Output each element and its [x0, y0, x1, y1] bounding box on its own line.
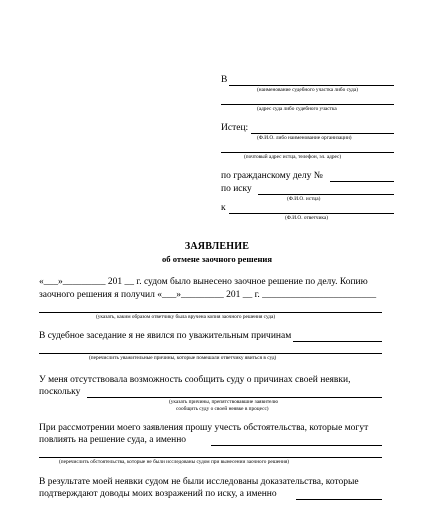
p3-caption-line2: сообщить суду о своей неявке в процесс): [176, 406, 269, 412]
p3-line1: У меня отсутствовала возможность сообщить суду о причинах своей неявки,: [39, 375, 351, 385]
suit-caption: (Ф.И.О. истца): [287, 196, 321, 202]
court-name-line: [229, 85, 394, 86]
p2-fill-line: [39, 353, 382, 354]
document-subtitle: об отмене заочного решения: [162, 254, 272, 264]
p3-line2: поскольку: [39, 387, 81, 397]
defendant-line: [229, 213, 394, 214]
defendant-caption: (Ф.И.О. ответчика): [285, 215, 329, 221]
p3-caption-line1: (указать причины, препятствовавшие заявителю: [169, 399, 279, 405]
plaintiff-address-line: [221, 152, 394, 153]
p1-line2: заочного решения я получил «___»_________ 201 __ г. ________________________: [39, 290, 377, 300]
defendant-prefix: к: [221, 203, 226, 213]
case-number-label: по гражданскому делу №: [221, 171, 323, 181]
p4-caption: (перечислить обстоятельства, которые не были исследованы судом при вынесении заочного решения): [59, 459, 290, 465]
p4-line2: повлиять на решение суда, а именно: [39, 435, 187, 445]
plaintiff-address-caption: (почтовый адрес истца, телефон, эл. адрес): [244, 154, 342, 160]
p4-inline-line: [211, 445, 382, 446]
court-address-caption: (адрес суда либо судебного участка: [257, 106, 337, 112]
p1-caption: (указать, каким образом ответчику была вручена копия заочного решения суда): [96, 314, 276, 320]
p1-line1: «___»_________ 201 __ г. судом было вынесено заочное решение по делу. Копию: [39, 277, 368, 287]
p4-line1: При рассмотрении моего заявления прошу учесть обстоятельства, которые могут: [39, 423, 369, 433]
p1-fill-line: [39, 312, 382, 313]
p4-fill-line: [39, 457, 382, 458]
suit-line: [258, 194, 394, 195]
plaintiff-line: [251, 133, 394, 134]
p2-inline-line: [293, 341, 382, 342]
suit-label: по иску: [221, 184, 252, 194]
case-number-line: [330, 181, 394, 182]
p5-inline-line: [296, 499, 382, 500]
court-caption: (наименование судебного участка либо суда): [257, 87, 358, 93]
plaintiff-caption: (Ф.И.О. либо наименование организации): [257, 135, 352, 141]
p2-line1: В судебное заседание я не явился по уважительным причинам: [39, 331, 292, 341]
plaintiff-label: Истец:: [221, 123, 249, 133]
p5-line1: В результате моей неявки судом не были исследованы доказательства, которые: [39, 477, 359, 487]
court-address-line: [221, 104, 394, 105]
p5-line2: подтверждают доводы моих возражений по иску, а именно: [39, 489, 277, 499]
p2-caption: (перечислить уважительные причины, которые помешали ответчику явиться в суд): [89, 355, 277, 361]
p3-fill-line: [87, 397, 382, 398]
court-prefix: В: [221, 75, 228, 85]
document-title: ЗАЯВЛЕНИЕ: [184, 241, 250, 252]
